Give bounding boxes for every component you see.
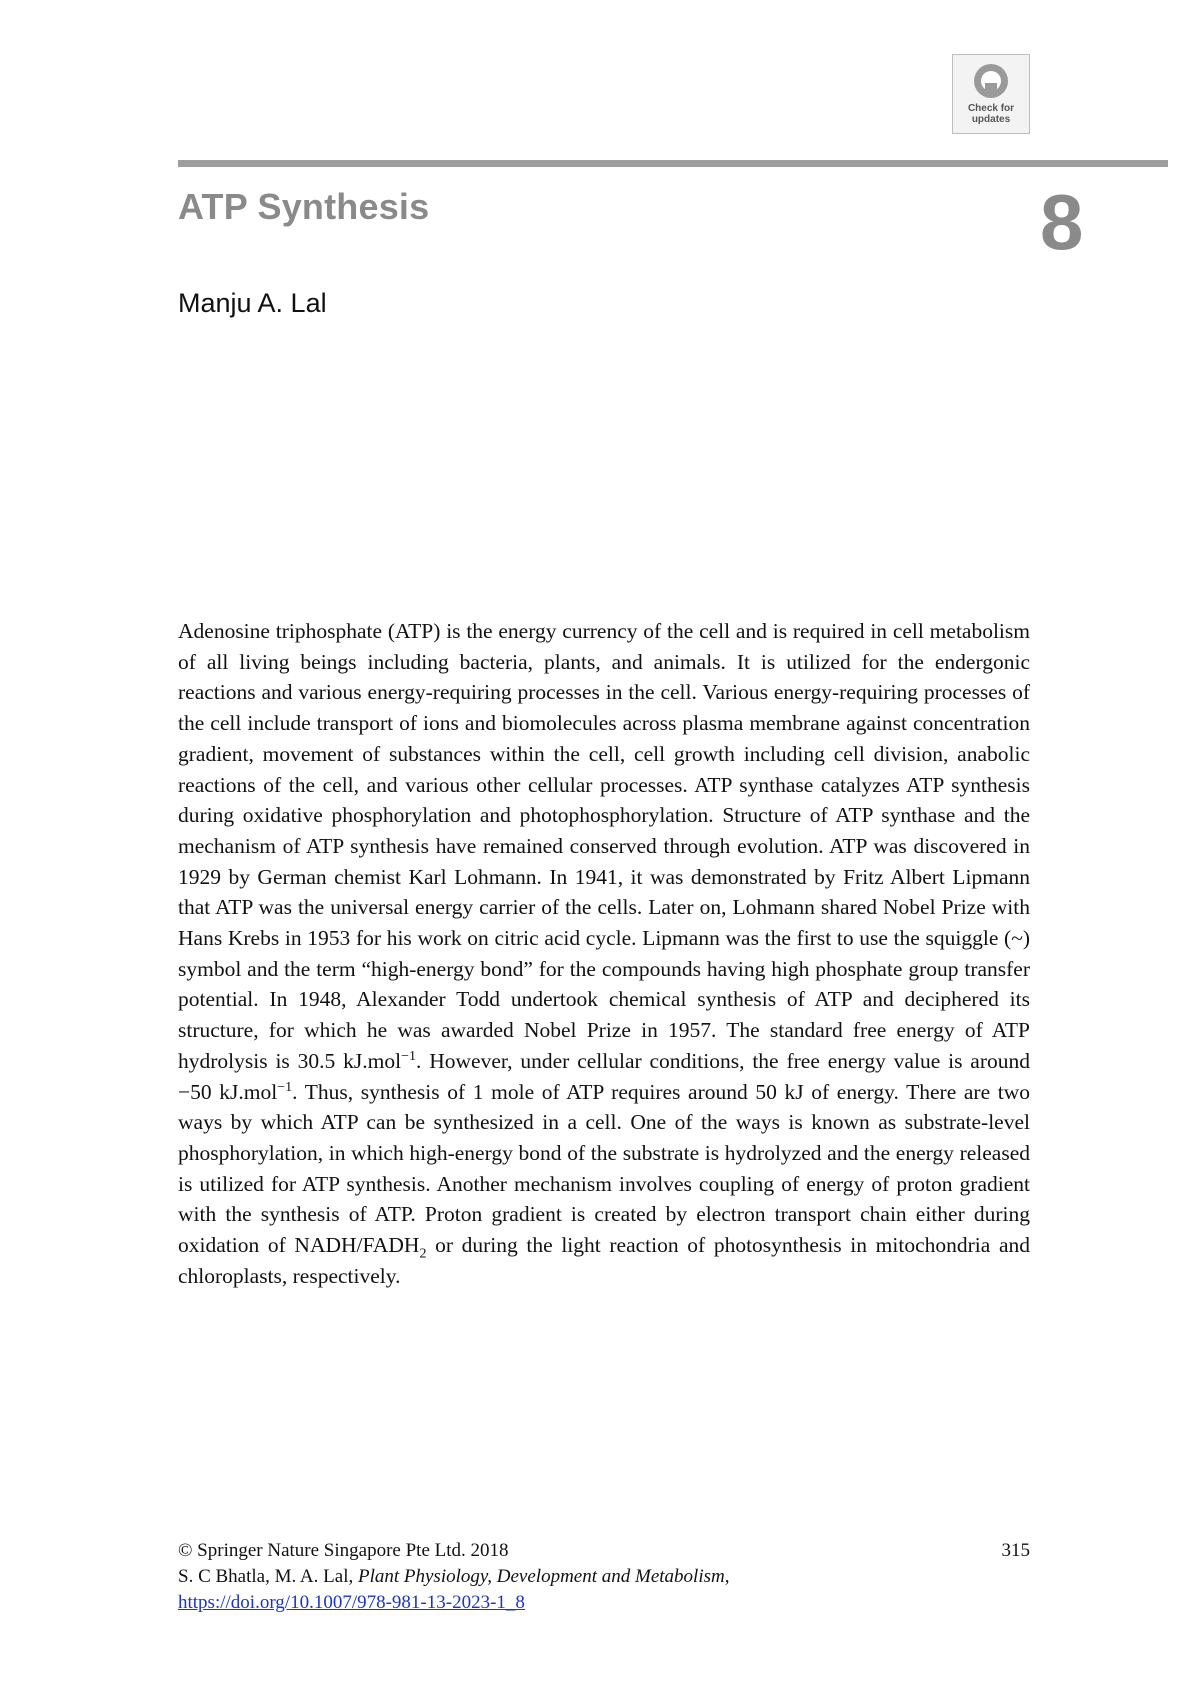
author-name: Manju A. Lal (178, 288, 327, 318)
citation-line (178, 1564, 1030, 1590)
citation-end: , (724, 1566, 730, 1587)
badge-label: Check for updates (967, 103, 1015, 125)
subscript-1: 2 (419, 1246, 427, 1262)
header-rule (178, 160, 1168, 167)
abstract-text-4: or during the light reaction of photosynthesis in mitochondria and chloroplasts, respectively. (178, 1233, 1030, 1288)
citation-authors: S. C Bhatla, M. A. Lal, (178, 1566, 358, 1587)
superscript-1: −1 (401, 1048, 416, 1064)
chapter-title: ATP Synthesis (178, 186, 430, 227)
doi-link[interactable]: https://doi.org/10.1007/978-981-13-2023-1_8 (178, 1592, 525, 1613)
abstract-text-3: . Thus, synthesis of 1 mole of ATP requires around 50 kJ of energy. There are two ways by which ATP can be synthesized in a cell. One of the ways is known as substrate-level phosphorylation, in which high-energy bond of the substrate is hydrolyzed and the energy released is utilized for ATP synthesis. Another mechanism involves coupling of energy of proton gradient with the synthesis of ATP. Proton gradient is created by electron transport chain either during oxidation of NADH/FADH (178, 1079, 1030, 1258)
check-for-updates-icon (971, 61, 1011, 101)
superscript-2: −1 (277, 1079, 293, 1095)
page-footer (178, 1538, 1030, 1616)
abstract-text-1: Adenosine triphosphate (ATP) is the energy currency of the cell and is required in cell metabolism of all living beings including bacteria, plants, and animals. It is utilized for the endergonic reactions and various energy-requiring processes in the cell. Various energy-requiring processes of the cell include transport of ions and biomolecules across plasma membrane against concentration gradient, movement of substances within the cell, cell growth including cell division, anabolic reactions of the cell, and various other cellular processes. ATP synthase catalyzes ATP synthesis during oxidative phosphorylation and photophosphorylation. Structure of ATP synthase and the mechanism of ATP synthesis have remained conserved through evolution. ATP was discovered in 1929 by German chemist Karl Lohmann. In 1941, it was demonstrated by Fritz Albert Lipmann that ATP was the universal energy carrier of the cells. Later on, Lohmann shared Nobel Prize with Hans Krebs in 1953 for his work on citric acid cycle. Lipmann was the first to use the squiggle (~) symbol and the term “high-energy bond” for the compounds having high phosphate group transfer potential. In 1948, Alexander Todd undertook chemical synthesis of ATP and deciphered its structure, for which he was awarded Nobel Prize in 1957. The standard free energy of ATP hydrolysis is 30.5 kJ.mol (178, 619, 1030, 1073)
abstract-paragraph (178, 616, 1030, 1291)
chapter-number: 8 (1040, 178, 1084, 266)
abstract-text-2: . However, under cellular conditions, the free energy value is around −50 kJ.mol (178, 1048, 1030, 1104)
copyright-line: © Springer Nature Singapore Pte Ltd. 2018 (178, 1540, 509, 1561)
page-number: 315 (1001, 1540, 1030, 1561)
check-for-updates-badge[interactable] (952, 54, 1030, 134)
book-title: Plant Physiology, Development and Metabolism (357, 1566, 725, 1587)
